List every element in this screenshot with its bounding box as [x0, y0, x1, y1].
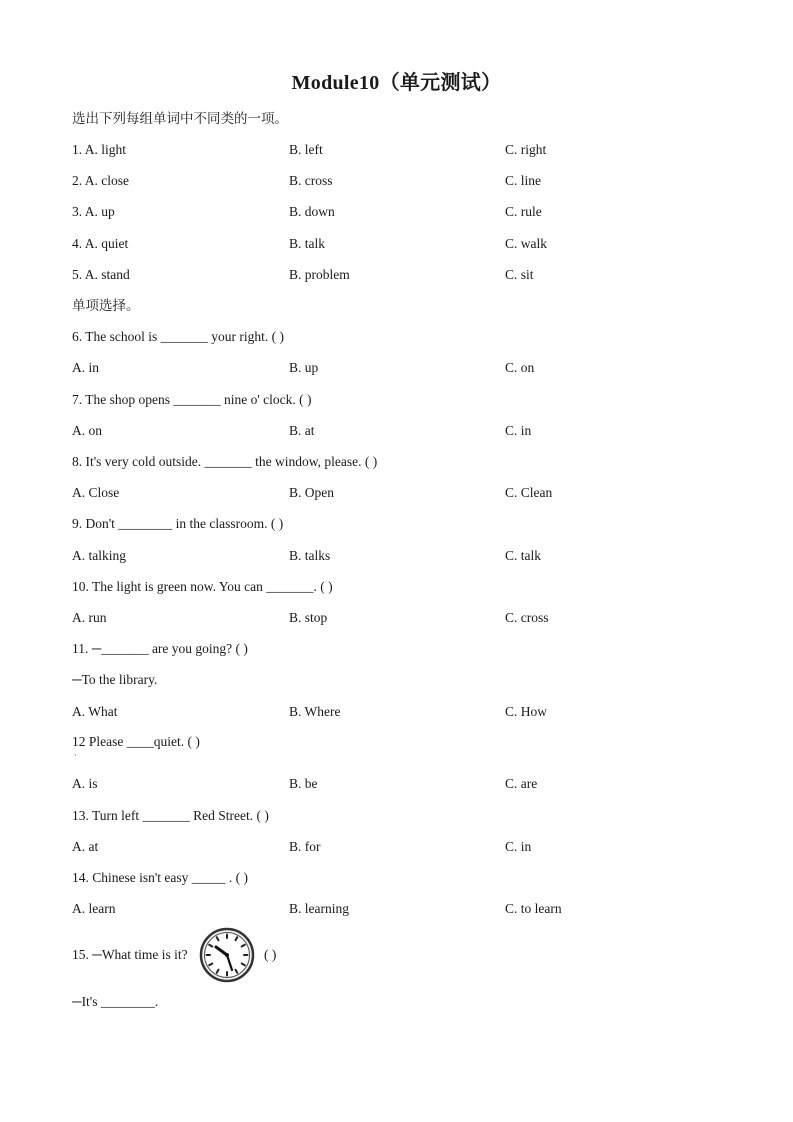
q12-option-a: A. is	[72, 776, 98, 791]
q15-answer-bracket: ( )	[264, 947, 277, 962]
q4-option-c: C. walk	[505, 236, 547, 251]
q12-option-b: B. be	[289, 776, 318, 791]
q7-option-c: C. in	[505, 423, 532, 438]
q10-option-b: B. stop	[289, 610, 328, 625]
section-instruction-choice: 单项选择。	[72, 298, 140, 313]
q11-option-b: B. Where	[289, 704, 341, 719]
q2-option-b: B. cross	[289, 173, 333, 188]
q6-stem: 6. The school is _______ your right. ( )	[72, 329, 284, 344]
q12-stem: 12 Please ____quiet. ( )	[72, 734, 200, 749]
q1-option-a: 1. A. light	[72, 142, 127, 157]
q10-option-c: C. cross	[505, 610, 549, 625]
q2-option-a: 2. A. close	[72, 173, 129, 188]
q8-stem: 8. It's very cold outside. _______ the window, please. ( )	[72, 454, 378, 469]
page-title: Module10（单元测试）	[291, 72, 502, 94]
q6-option-a: A. in	[72, 360, 99, 375]
q14-option-c: C. to learn	[505, 901, 562, 916]
q7-option-a: A. on	[72, 423, 102, 438]
q11-reply: ─To the library.	[72, 672, 158, 687]
q9-option-b: B. talks	[289, 548, 331, 563]
q10-stem: 10. The light is green now. You can _______. ( )	[72, 579, 333, 594]
q12-option-c: C. are	[505, 776, 538, 791]
q13-option-b: B. for	[289, 839, 321, 854]
q7-option-b: B. at	[289, 423, 315, 438]
q8-option-b: B. Open	[289, 485, 334, 500]
q13-option-a: A. at	[72, 839, 99, 854]
q11-option-c: C. How	[505, 704, 548, 719]
q9-option-a: A. talking	[72, 548, 126, 563]
q9-stem: 9. Don't ________ in the classroom. ( )	[72, 516, 284, 531]
q15-stem: 15. ─What time is it?	[72, 947, 188, 962]
q13-option-c: C. in	[505, 839, 532, 854]
q11-option-a: A. What	[72, 704, 118, 719]
q3-option-a: 3. A. up	[72, 204, 115, 219]
q7-stem: 7. The shop opens _______ nine o' clock. ( )	[72, 392, 312, 407]
q5-option-a: 5. A. stand	[72, 267, 130, 282]
q13-stem: 13. Turn left _______ Red Street. ( )	[72, 808, 269, 823]
q3-option-c: C. rule	[505, 204, 542, 219]
q1-option-c: C. right	[505, 142, 547, 157]
clock-icon	[199, 927, 255, 983]
q12-dot-mark: ·	[74, 751, 77, 760]
q4-option-a: 4. A. quiet	[72, 236, 129, 251]
q3-option-b: B. down	[289, 204, 335, 219]
q6-option-c: C. on	[505, 360, 535, 375]
q9-option-c: C. talk	[505, 548, 541, 563]
q2-option-c: C. line	[505, 173, 541, 188]
q14-option-b: B. learning	[289, 901, 349, 916]
q8-option-c: C. Clean	[505, 485, 553, 500]
q8-option-a: A. Close	[72, 485, 120, 500]
q6-option-b: B. up	[289, 360, 319, 375]
q11-stem: 11. ─_______ are you going? ( )	[72, 641, 248, 656]
q5-option-b: B. problem	[289, 267, 350, 282]
q4-option-b: B. talk	[289, 236, 325, 251]
q15-reply: ─It's ________.	[72, 994, 159, 1009]
q14-stem: 14. Chinese isn't easy _____ . ( )	[72, 870, 249, 885]
section-instruction-vocab: 选出下列每组单词中不同类的一项。	[72, 111, 288, 126]
q5-option-c: C. sit	[505, 267, 534, 282]
q14-option-a: A. learn	[72, 901, 116, 916]
q10-option-a: A. run	[72, 610, 107, 625]
q1-option-b: B. left	[289, 142, 323, 157]
